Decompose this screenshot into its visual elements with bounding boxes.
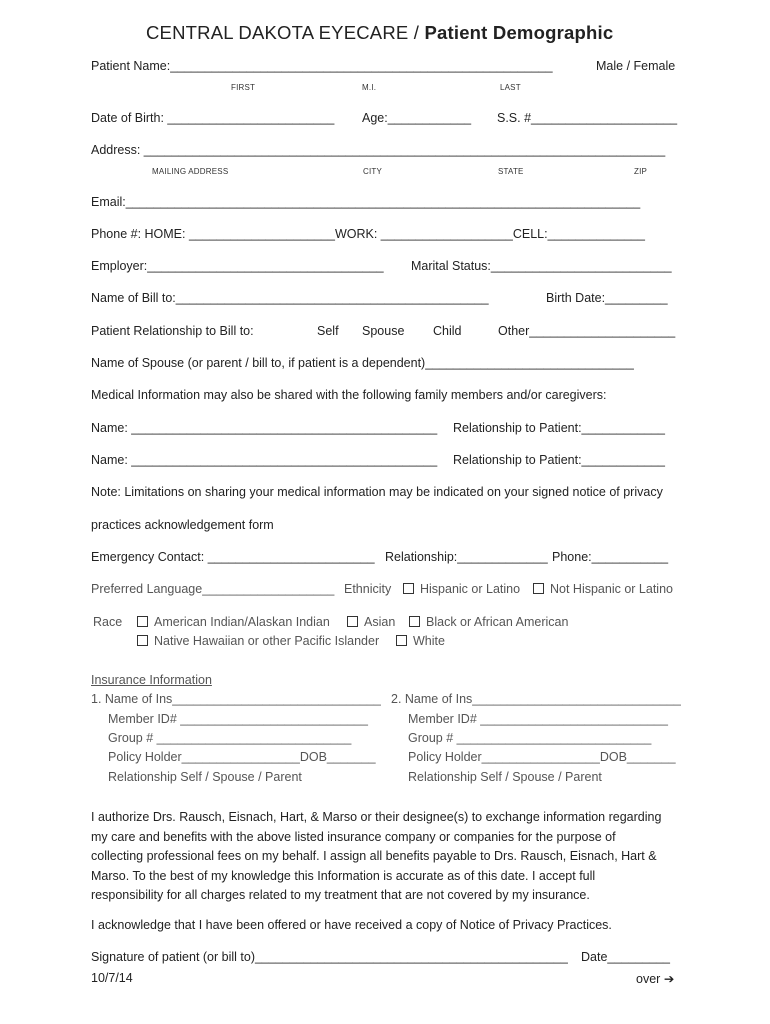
arrow-right-icon: ➔ [663,972,675,986]
email-field[interactable]: Email:__________________________________________________________________________ [91,195,641,209]
ins1-group-field[interactable]: Group # ____________________________ [108,731,352,745]
emergency-phone-field[interactable]: Phone:___________ [552,550,669,564]
race-aian-option[interactable] [137,615,330,629]
authorization-paragraph [91,808,681,906]
nhpi-label: Native Hawaiian or other Pacific Islander [154,634,380,648]
ins1-relationship-field[interactable]: Relationship Self / Spouse / Parent [108,770,302,784]
not-hispanic-checkbox[interactable] [533,583,544,594]
relationship-child[interactable]: Child [433,324,462,338]
sublabel-mailing-address: MAILING ADDRESS [152,167,229,176]
age-field[interactable]: Age:____________ [362,111,472,125]
asian-checkbox[interactable] [347,616,358,627]
sex-selector[interactable]: Male / Female [596,59,676,73]
white-checkbox[interactable] [396,635,407,646]
emergency-relationship-field[interactable]: Relationship:_____________ [385,550,548,564]
authorization-line-3: collecting professional fees on my behalf. I assign all benefits payable to Drs. Rausch, Eisnach, Hart & [91,849,657,863]
ins1-name-field[interactable]: 1. Name of Ins______________________________ [91,692,381,706]
family-relationship-2-field[interactable]: Relationship to Patient:____________ [453,453,665,467]
employer-field[interactable]: Employer:__________________________________ [91,259,384,273]
ethnicity-label: Ethnicity [344,582,392,596]
ins2-member-id-field[interactable]: Member ID# ___________________________ [408,712,668,726]
sublabel-mi: M.I. [362,83,377,92]
ethnicity-hispanic-option[interactable] [403,582,520,596]
relationship-self[interactable]: Self [317,324,339,338]
authorization-line-4: Marso. To the best of my knowledge this Information is accurate as of this date. I accept full [91,868,596,883]
race-white-option[interactable] [396,634,445,648]
ss-field[interactable]: S.S. #_____________________ [497,111,678,125]
form-version-date: 10/7/14 [91,971,133,985]
asian-label: Asian [364,615,396,629]
marital-status-field[interactable]: Marital Status:__________________________ [411,259,672,273]
insurance-heading: Insurance Information [91,673,212,687]
emergency-contact-field[interactable]: Emergency Contact: ________________________ [91,550,375,564]
authorization-line-5: responsibility for all charges related to my treatment that are not covered by my insurance. [91,888,590,902]
race-asian-option[interactable] [347,615,395,629]
form-subtitle: Patient Demographic [424,22,614,43]
sublabel-city: CITY [363,167,383,176]
race-black-option[interactable] [409,615,568,629]
privacy-acknowledgement: I acknowledge that I have been offered or have received a copy of Notice of Privacy Practices. [91,918,612,932]
medical-info-statement: Medical Information may also be shared with the following family members and/or caregivers: [91,388,607,402]
phone-field[interactable]: Phone #: HOME: _____________________WORK: ___________________CELL:______________ [91,227,645,241]
relationship-label: Patient Relationship to Bill to: [91,324,254,338]
white-label: White [413,634,445,648]
clinic-name: CENTRAL DAKOTA EYECARE [146,22,409,43]
spouse-name-field[interactable]: Name of Spouse (or parent / bill to, if patient is a dependent)______________________________ [91,356,634,370]
authorization-line-1: I authorize Drs. Rausch, Eisnach, Hart, & Marso or their designee(s) to exchange information regarding [91,810,662,824]
ins1-policy-holder-field[interactable]: Policy Holder_________________DOB_______ [108,750,376,764]
ins2-relationship-field[interactable]: Relationship Self / Spouse / Parent [408,770,602,784]
hispanic-checkbox[interactable] [403,583,414,594]
sublabel-first: FIRST [231,83,256,92]
race-nhpi-option[interactable] [137,634,379,648]
sublabel-zip: ZIP [634,167,648,176]
hispanic-label: Hispanic or Latino [420,582,521,596]
relationship-spouse[interactable]: Spouse [362,324,405,338]
address-field[interactable]: Address: ___________________________________________________________________________ [91,143,666,157]
relationship-other-field[interactable]: Other_____________________ [498,324,676,338]
bill-to-birth-date-field[interactable]: Birth Date:_________ [546,291,668,305]
over-indicator [636,971,674,986]
aian-label: American Indian/Alaskan Indian [154,615,330,629]
not-hispanic-label: Not Hispanic or Latino [550,582,673,596]
preferred-language-field[interactable]: Preferred Language___________________ [91,582,335,596]
ins2-name-field[interactable]: 2. Name of Ins______________________________ [391,692,681,706]
sublabel-last: LAST [500,83,521,92]
aian-checkbox[interactable] [137,616,148,627]
ins2-policy-holder-field[interactable]: Policy Holder_________________DOB_______ [408,750,676,764]
title-separator: / [413,22,420,43]
authorization-line-2: my care and benefits with the above listed insurance company or companies for the purpose of [91,829,616,844]
signature-field[interactable]: Signature of patient (or bill to)_____________________________________________ [91,950,568,964]
bill-to-name-field[interactable]: Name of Bill to:_____________________________________________ [91,291,489,305]
dob-field[interactable]: Date of Birth: ________________________ [91,111,335,125]
nhpi-checkbox[interactable] [137,635,148,646]
family-relationship-1-field[interactable]: Relationship to Patient:____________ [453,421,665,435]
black-label: Black or African American [426,615,569,629]
race-label: Race [93,615,123,629]
sublabel-state: STATE [498,167,524,176]
black-checkbox[interactable] [409,616,420,627]
signature-date-field[interactable]: Date_________ [581,950,670,964]
privacy-note-line-1: Note: Limitations on sharing your medical information may be indicated on your signed notice of privacy [91,485,663,499]
ins2-group-field[interactable]: Group # ____________________________ [408,731,652,745]
over-label: over [636,972,661,986]
family-name-1-field[interactable]: Name: ____________________________________________ [91,421,438,435]
ethnicity-not-hispanic-option[interactable] [533,582,673,596]
ins1-member-id-field[interactable]: Member ID# ___________________________ [108,712,368,726]
family-name-2-field[interactable]: Name: ____________________________________________ [91,453,438,467]
privacy-note-line-2: practices acknowledgement form [91,518,274,532]
form-title [146,22,613,44]
patient-name-field[interactable]: Patient Name:_______________________________________________________ [91,59,553,73]
